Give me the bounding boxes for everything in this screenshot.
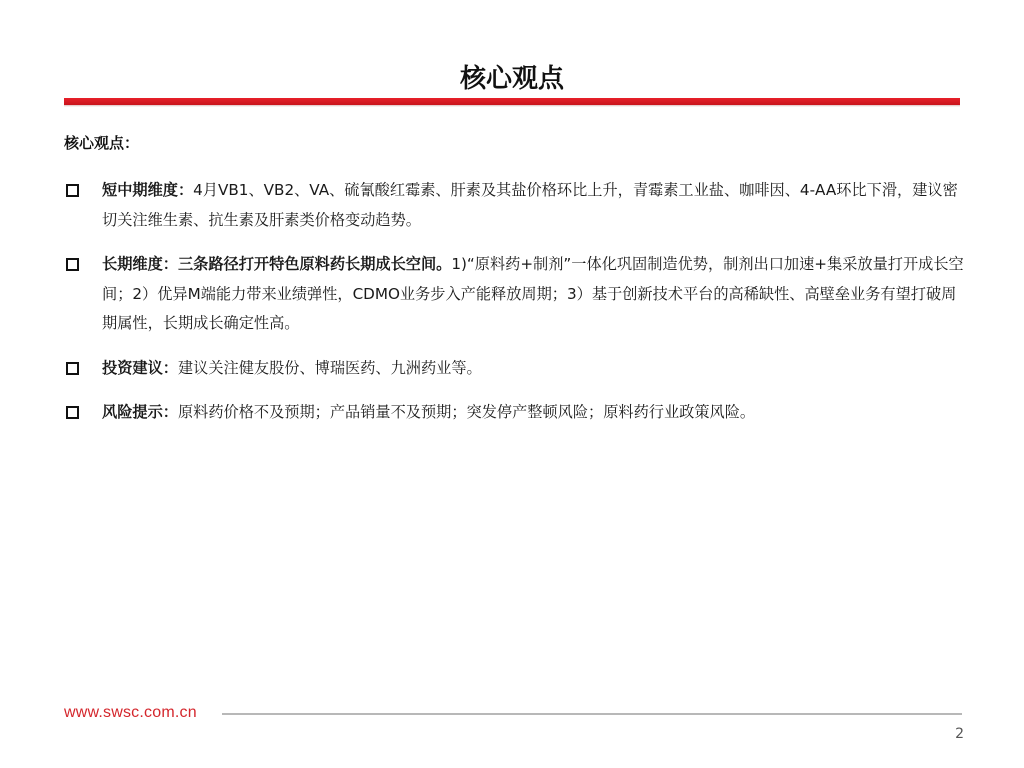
point-short-mid-term (64, 176, 964, 235)
point-long-term (64, 250, 964, 339)
point-investment-advice (64, 354, 964, 384)
page-number: 2 (955, 726, 964, 742)
footer-website-link[interactable]: www.swsc.com.cn (64, 704, 197, 721)
key-points-list (64, 176, 964, 443)
point-text: 4月VB1、VB2、VA、硫氰酸红霉素、肝素及其盐价格环比上升，青霉素工业盐、咖啡因、4-AA环比下滑，建议密切关注维生素、抗生素及肝素类价格变动趋势。 (102, 181, 958, 229)
slide-title: 核心观点 (459, 64, 564, 94)
square-bullet-icon (66, 406, 79, 419)
title-underline-bar (64, 98, 960, 105)
point-text: 1)“原料药+制剂”一体化巩固制造优势，制剂出口加速+集采放量打开成长空间；2）优异M端能力带来业绩弹性，CDMO业务步入产能释放周期；3）基于创新技术平台的高稀缺性、高壁垒业务有望打破周期属性，长期成长确定性高。 (102, 255, 964, 332)
square-bullet-icon (66, 258, 79, 271)
footer-divider (222, 713, 962, 715)
square-bullet-icon (66, 184, 79, 197)
point-text: 原料药价格不及预期；产品销量不及预期；突发停产整顿风险；原料药行业政策风险。 (177, 403, 756, 421)
point-bold-text: 三条路径打开特色原料药长期成长空间。 (177, 255, 452, 273)
point-label: 短中期维度： (102, 181, 194, 199)
square-bullet-icon (66, 362, 79, 375)
section-heading: 核心观点： (64, 134, 140, 152)
point-text: 建议关注健友股份、博瑞医药、九洲药业等。 (177, 358, 482, 377)
point-risk-warning (64, 398, 964, 428)
title-underline-shadow (64, 105, 960, 107)
point-label: 投资建议： (102, 358, 178, 377)
point-label: 长期维度： (102, 255, 178, 273)
point-label: 风险提示： (102, 403, 178, 421)
